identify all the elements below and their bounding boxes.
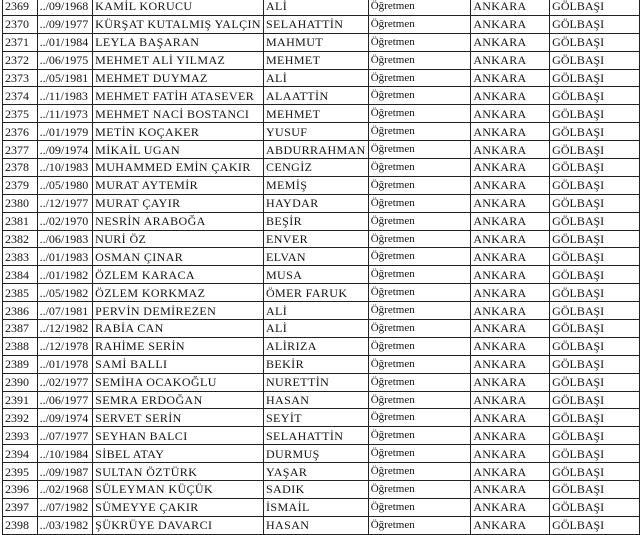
father-name-cell: MEHMET [263, 51, 368, 69]
row-number-cell: 2374 [3, 87, 38, 105]
city-cell: ANKARA [471, 373, 550, 391]
birth-date-cell: ../10/1983 [37, 159, 93, 177]
full-name-cell: NURİ ÖZ [93, 230, 264, 248]
table-row [3, 105, 640, 123]
row-number-cell: 2391 [3, 391, 38, 409]
birth-date-cell: ../05/1980 [37, 176, 93, 194]
full-name-cell: NESRİN ARABOĞA [93, 212, 264, 230]
row-number-cell: 2398 [3, 516, 38, 534]
full-name-cell: PERVİN DEMİREZEN [93, 302, 264, 320]
row-number-cell: 2370 [3, 15, 38, 33]
city-cell: ANKARA [471, 248, 550, 266]
city-cell: ANKARA [471, 69, 550, 87]
city-cell: ANKARA [471, 498, 550, 516]
father-name-cell: ALİRIZA [263, 337, 368, 355]
full-name-cell: SULTAN ÖZTÜRK [93, 463, 264, 481]
full-name-cell: SÜMEYYE ÇAKIR [93, 498, 264, 516]
city-cell: ANKARA [471, 87, 550, 105]
profession-cell: Öğretmen [368, 230, 471, 248]
row-number-cell: 2392 [3, 409, 38, 427]
city-cell: ANKARA [471, 481, 550, 499]
birth-date-cell: ../01/1979 [37, 123, 93, 141]
father-name-cell: NURETTİN [263, 373, 368, 391]
father-name-cell: HASAN [263, 391, 368, 409]
full-name-cell: MUHAMMED EMİN ÇAKIR [93, 159, 264, 177]
birth-date-cell: ../02/1968 [37, 481, 93, 499]
profession-cell: Öğretmen [368, 337, 471, 355]
city-cell: ANKARA [471, 266, 550, 284]
father-name-cell: YAŞAR [263, 463, 368, 481]
full-name-cell: SEMRA ERDOĞAN [93, 391, 264, 409]
full-name-cell: SEMİHA OCAKOĞLU [93, 373, 264, 391]
row-number-cell: 2395 [3, 463, 38, 481]
father-name-cell: İSMAİL [263, 498, 368, 516]
father-name-cell: ALİ [263, 302, 368, 320]
table-row [3, 51, 640, 69]
birth-date-cell: ../05/1981 [37, 69, 93, 87]
table-row [3, 284, 640, 302]
table-row [3, 445, 640, 463]
table-row [3, 87, 640, 105]
row-number-cell: 2369 [3, 0, 38, 15]
city-cell: ANKARA [471, 159, 550, 177]
profession-cell: Öğretmen [368, 498, 471, 516]
birth-date-cell: ../09/1977 [37, 15, 93, 33]
father-name-cell: SEYİT [263, 409, 368, 427]
district-cell: GÖLBAŞI [550, 266, 640, 284]
district-cell: GÖLBAŞI [550, 51, 640, 69]
birth-date-cell: ../09/1974 [37, 409, 93, 427]
father-name-cell: HASAN [263, 516, 368, 534]
table-row [3, 248, 640, 266]
father-name-cell: BEŞİR [263, 212, 368, 230]
city-cell: ANKARA [471, 463, 550, 481]
profession-cell: Öğretmen [368, 33, 471, 51]
district-cell: GÖLBAŞI [550, 230, 640, 248]
city-cell: ANKARA [471, 337, 550, 355]
row-number-cell: 2389 [3, 355, 38, 373]
birth-date-cell: ../09/1987 [37, 463, 93, 481]
profession-cell: Öğretmen [368, 409, 471, 427]
father-name-cell: BEKİR [263, 355, 368, 373]
row-number-cell: 2397 [3, 498, 38, 516]
birth-date-cell: ../02/1977 [37, 373, 93, 391]
full-name-cell: MEHMET FATİH ATASEVER [93, 87, 264, 105]
district-cell: GÖLBAŞI [550, 481, 640, 499]
district-cell: GÖLBAŞI [550, 302, 640, 320]
row-number-cell: 2380 [3, 194, 38, 212]
district-cell: GÖLBAŞI [550, 498, 640, 516]
table-row [3, 159, 640, 177]
full-name-cell: KÜRŞAT KUTALMIŞ YALÇIN [93, 15, 264, 33]
row-number-cell: 2372 [3, 51, 38, 69]
district-cell: GÖLBAŞI [550, 141, 640, 159]
row-number-cell: 2382 [3, 230, 38, 248]
row-number-cell: 2375 [3, 105, 38, 123]
table-row [3, 409, 640, 427]
birth-date-cell: ../09/1974 [37, 141, 93, 159]
table-row [3, 516, 640, 534]
profession-cell: Öğretmen [368, 141, 471, 159]
row-number-cell: 2383 [3, 248, 38, 266]
district-cell: GÖLBAŞI [550, 391, 640, 409]
table-body [3, 0, 640, 534]
district-cell: GÖLBAŞI [550, 337, 640, 355]
row-number-cell: 2385 [3, 284, 38, 302]
row-number-cell: 2378 [3, 159, 38, 177]
table-row [3, 427, 640, 445]
row-number-cell: 2377 [3, 141, 38, 159]
table-row [3, 302, 640, 320]
city-cell: ANKARA [471, 445, 550, 463]
district-cell: GÖLBAŞI [550, 159, 640, 177]
city-cell: ANKARA [471, 194, 550, 212]
city-cell: ANKARA [471, 212, 550, 230]
profession-cell: Öğretmen [368, 284, 471, 302]
district-cell: GÖLBAŞI [550, 212, 640, 230]
birth-date-cell: ../01/1978 [37, 355, 93, 373]
table-row [3, 15, 640, 33]
row-number-cell: 2390 [3, 373, 38, 391]
birth-date-cell: ../12/1978 [37, 337, 93, 355]
table-row [3, 266, 640, 284]
full-name-cell: ÖZLEM KORKMAZ [93, 284, 264, 302]
full-name-cell: ÖZLEM KARACA [93, 266, 264, 284]
father-name-cell: SADIK [263, 481, 368, 499]
father-name-cell: SELAHATTİN [263, 427, 368, 445]
profession-cell: Öğretmen [368, 212, 471, 230]
profession-cell: Öğretmen [368, 320, 471, 338]
father-name-cell: ENVER [263, 230, 368, 248]
full-name-cell: MEHMET DUYMAZ [93, 69, 264, 87]
full-name-cell: SEYHAN BALCI [93, 427, 264, 445]
city-cell: ANKARA [471, 15, 550, 33]
birth-date-cell: ../10/1984 [37, 445, 93, 463]
full-name-cell: MEHMET NACİ BOSTANCI [93, 105, 264, 123]
profession-cell: Öğretmen [368, 123, 471, 141]
birth-date-cell: ../06/1975 [37, 51, 93, 69]
city-cell: ANKARA [471, 284, 550, 302]
father-name-cell: DURMUŞ [263, 445, 368, 463]
full-name-cell: LEYLA BAŞARAN [93, 33, 264, 51]
profession-cell: Öğretmen [368, 427, 471, 445]
birth-date-cell: ../12/1982 [37, 320, 93, 338]
profession-cell: Öğretmen [368, 391, 471, 409]
profession-cell: Öğretmen [368, 69, 471, 87]
table-row [3, 212, 640, 230]
father-name-cell: MEHMET [263, 105, 368, 123]
table-row [3, 373, 640, 391]
father-name-cell: ABDURRAHMAN [263, 141, 368, 159]
birth-date-cell: ../06/1983 [37, 230, 93, 248]
profession-cell: Öğretmen [368, 481, 471, 499]
full-name-cell: MURAT ÇAYIR [93, 194, 264, 212]
district-cell: GÖLBAŞI [550, 123, 640, 141]
birth-date-cell: ../11/1983 [37, 87, 93, 105]
district-cell: GÖLBAŞI [550, 69, 640, 87]
city-cell: ANKARA [471, 33, 550, 51]
district-cell: GÖLBAŞI [550, 516, 640, 534]
profession-cell: Öğretmen [368, 87, 471, 105]
birth-date-cell: ../05/1982 [37, 284, 93, 302]
full-name-cell: RAHİME SERİN [93, 337, 264, 355]
city-cell: ANKARA [471, 409, 550, 427]
row-number-cell: 2376 [3, 123, 38, 141]
row-number-cell: 2388 [3, 337, 38, 355]
father-name-cell: MAHMUT [263, 33, 368, 51]
birth-date-cell: ../01/1983 [37, 248, 93, 266]
full-name-cell: OSMAN ÇINAR [93, 248, 264, 266]
city-cell: ANKARA [471, 141, 550, 159]
birth-date-cell: ../01/1984 [37, 33, 93, 51]
father-name-cell: ALİ [263, 320, 368, 338]
city-cell: ANKARA [471, 427, 550, 445]
birth-date-cell: ../02/1970 [37, 212, 93, 230]
father-name-cell: ALİ [263, 69, 368, 87]
full-name-cell: KAMİL KORUCU [93, 0, 264, 15]
table-row [3, 33, 640, 51]
birth-date-cell: ../07/1981 [37, 302, 93, 320]
district-cell: GÖLBAŞI [550, 194, 640, 212]
birth-date-cell: ../01/1982 [37, 266, 93, 284]
table-row [3, 498, 640, 516]
row-number-cell: 2396 [3, 481, 38, 499]
district-cell: GÖLBAŞI [550, 284, 640, 302]
father-name-cell: ELVAN [263, 248, 368, 266]
father-name-cell: YUSUF [263, 123, 368, 141]
row-number-cell: 2394 [3, 445, 38, 463]
table-row [3, 230, 640, 248]
birth-date-cell: ../06/1977 [37, 391, 93, 409]
full-name-cell: MURAT AYTEMİR [93, 176, 264, 194]
table-row [3, 391, 640, 409]
profession-cell: Öğretmen [368, 302, 471, 320]
city-cell: ANKARA [471, 302, 550, 320]
district-cell: GÖLBAŞI [550, 409, 640, 427]
full-name-cell: SAMİ BALLI [93, 355, 264, 373]
table-row [3, 355, 640, 373]
father-name-cell: SELAHATTİN [263, 15, 368, 33]
district-cell: GÖLBAŞI [550, 427, 640, 445]
teacher-list-table [2, 0, 640, 535]
district-cell: GÖLBAŞI [550, 445, 640, 463]
table-row [3, 176, 640, 194]
birth-date-cell: ../07/1977 [37, 427, 93, 445]
birth-date-cell: ../11/1973 [37, 105, 93, 123]
district-cell: GÖLBAŞI [550, 33, 640, 51]
father-name-cell: CENGİZ [263, 159, 368, 177]
full-name-cell: MEHMET ALİ YILMAZ [93, 51, 264, 69]
city-cell: ANKARA [471, 0, 550, 15]
district-cell: GÖLBAŞI [550, 87, 640, 105]
profession-cell: Öğretmen [368, 194, 471, 212]
profession-cell: Öğretmen [368, 51, 471, 69]
father-name-cell: MUSA [263, 266, 368, 284]
city-cell: ANKARA [471, 355, 550, 373]
city-cell: ANKARA [471, 105, 550, 123]
birth-date-cell: ../12/1977 [37, 194, 93, 212]
city-cell: ANKARA [471, 320, 550, 338]
district-cell: GÖLBAŞI [550, 355, 640, 373]
district-cell: GÖLBAŞI [550, 373, 640, 391]
profession-cell: Öğretmen [368, 176, 471, 194]
father-name-cell: HAYDAR [263, 194, 368, 212]
full-name-cell: METİN KOÇAKER [93, 123, 264, 141]
row-number-cell: 2371 [3, 33, 38, 51]
full-name-cell: SÜLEYMAN KÜÇÜK [93, 481, 264, 499]
city-cell: ANKARA [471, 391, 550, 409]
full-name-cell: MİKAİL UGAN [93, 141, 264, 159]
full-name-cell: SERVET SERİN [93, 409, 264, 427]
profession-cell: Öğretmen [368, 373, 471, 391]
profession-cell: Öğretmen [368, 445, 471, 463]
full-name-cell: ŞÜKRÜYE DAVARCI [93, 516, 264, 534]
district-cell: GÖLBAŞI [550, 105, 640, 123]
father-name-cell: ÖMER FARUK [263, 284, 368, 302]
district-cell: GÖLBAŞI [550, 176, 640, 194]
birth-date-cell: ../03/1982 [37, 516, 93, 534]
profession-cell: Öğretmen [368, 0, 471, 15]
table-row [3, 320, 640, 338]
full-name-cell: RABİA CAN [93, 320, 264, 338]
row-number-cell: 2373 [3, 69, 38, 87]
birth-date-cell: ../09/1968 [37, 0, 93, 15]
row-number-cell: 2387 [3, 320, 38, 338]
district-cell: GÖLBAŞI [550, 0, 640, 15]
table-row [3, 69, 640, 87]
profession-cell: Öğretmen [368, 105, 471, 123]
table-row [3, 194, 640, 212]
father-name-cell: MEMİŞ [263, 176, 368, 194]
table-row [3, 123, 640, 141]
table-row [3, 337, 640, 355]
row-number-cell: 2386 [3, 302, 38, 320]
full-name-cell: SİBEL ATAY [93, 445, 264, 463]
profession-cell: Öğretmen [368, 15, 471, 33]
city-cell: ANKARA [471, 51, 550, 69]
profession-cell: Öğretmen [368, 516, 471, 534]
city-cell: ANKARA [471, 516, 550, 534]
father-name-cell: ALAATTİN [263, 87, 368, 105]
profession-cell: Öğretmen [368, 159, 471, 177]
birth-date-cell: ../07/1982 [37, 498, 93, 516]
city-cell: ANKARA [471, 123, 550, 141]
row-number-cell: 2384 [3, 266, 38, 284]
table-row [3, 141, 640, 159]
profession-cell: Öğretmen [368, 463, 471, 481]
profession-cell: Öğretmen [368, 266, 471, 284]
profession-cell: Öğretmen [368, 355, 471, 373]
city-cell: ANKARA [471, 176, 550, 194]
profession-cell: Öğretmen [368, 248, 471, 266]
district-cell: GÖLBAŞI [550, 15, 640, 33]
city-cell: ANKARA [471, 230, 550, 248]
table-row [3, 0, 640, 15]
row-number-cell: 2381 [3, 212, 38, 230]
district-cell: GÖLBAŞI [550, 463, 640, 481]
row-number-cell: 2393 [3, 427, 38, 445]
table-row [3, 463, 640, 481]
district-cell: GÖLBAŞI [550, 248, 640, 266]
row-number-cell: 2379 [3, 176, 38, 194]
district-cell: GÖLBAŞI [550, 320, 640, 338]
father-name-cell: ALİ [263, 0, 368, 15]
